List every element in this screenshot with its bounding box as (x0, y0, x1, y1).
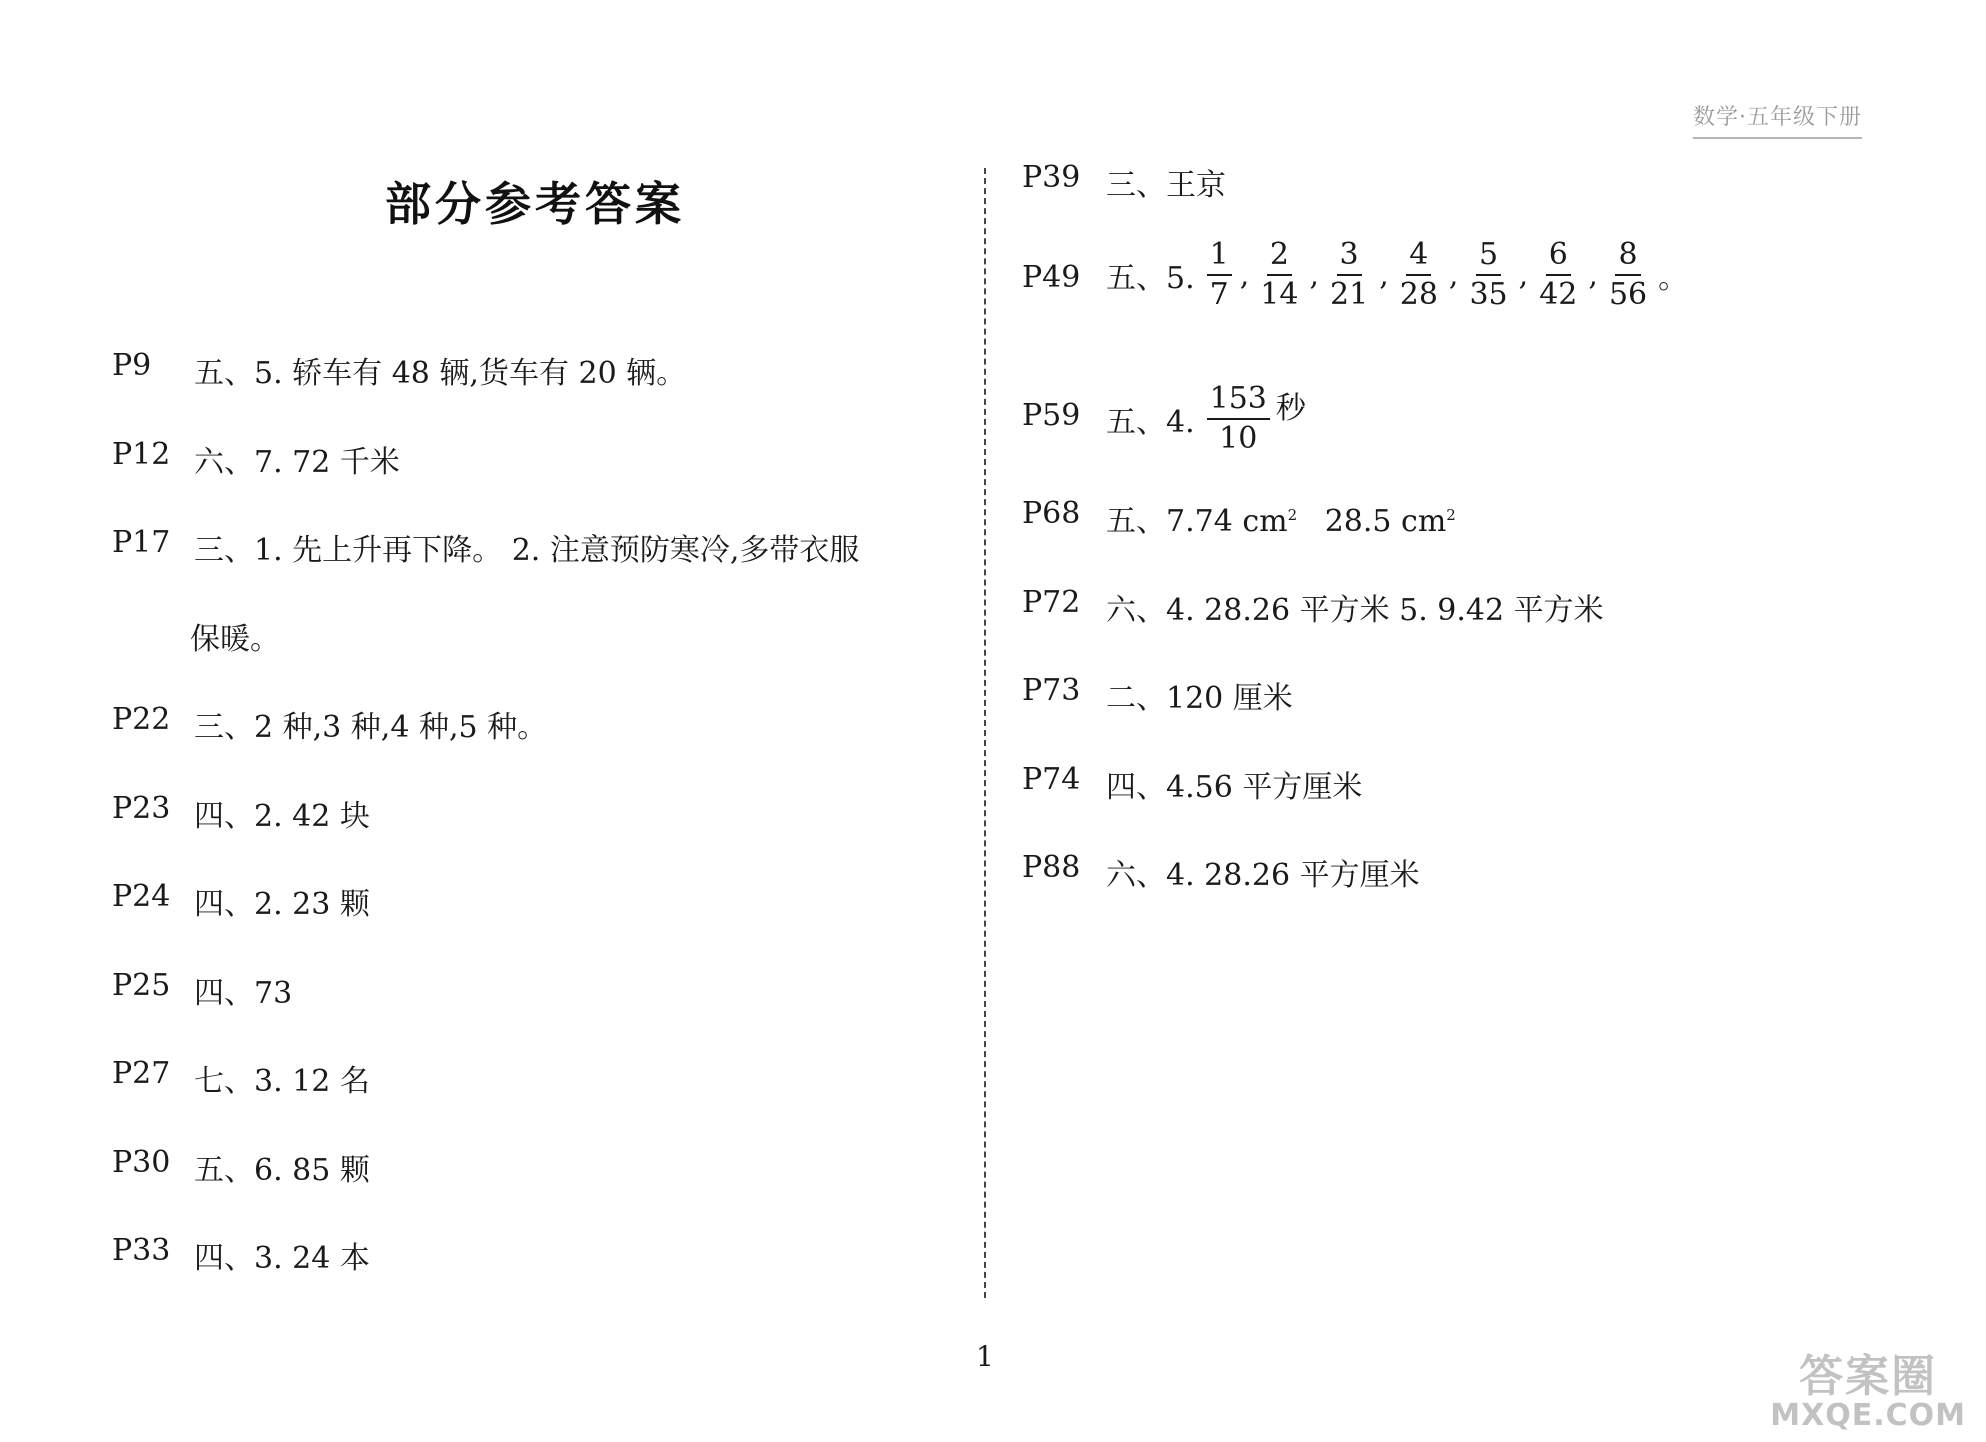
answer-text: 三、2 种,3 种,4 种,5 种。 (194, 710, 548, 745)
page-reference: P27 (112, 1056, 171, 1091)
answer-row (112, 1056, 952, 1145)
fraction-list (1106, 237, 1690, 312)
fraction-numerator: 4 (1406, 240, 1431, 276)
fraction-separator: , (1309, 257, 1319, 293)
answer-row (112, 437, 952, 526)
left-answer-column (112, 348, 952, 1322)
fraction (1466, 237, 1510, 312)
page-reference: P74 (1022, 761, 1081, 797)
answer-row (1022, 673, 1882, 762)
answer-text: 七、3. 12 名 (194, 1064, 370, 1099)
subject-header: 数学·五年级下册 (1693, 100, 1862, 139)
answer-row (1022, 496, 1882, 585)
fraction-numerator: 2 (1267, 240, 1292, 276)
answer-text: 六、4. 28.26 平方米 5. 9.42 平方米 (1106, 592, 1604, 628)
area-value-2: 28.5 cm (1324, 504, 1447, 539)
answer-text: 三、王京 (1106, 168, 1226, 203)
page-reference: P25 (112, 967, 171, 1003)
page-reference: P30 (112, 1144, 171, 1180)
answer-row (112, 348, 952, 437)
page-reference: P68 (1022, 496, 1081, 531)
answer-text: 四、2. 23 颗 (194, 887, 370, 922)
fraction-answer (1106, 381, 1306, 456)
answer-row (1022, 850, 1882, 939)
fraction (1207, 237, 1232, 312)
fraction (1606, 237, 1650, 312)
answer-text: 六、7. 72 千米 (194, 444, 400, 480)
fraction (1207, 381, 1270, 456)
answer-text: 五、5. 轿车有 48 辆,货车有 20 辆。 (194, 356, 687, 391)
area-value-1: 五、7.74 cm (1106, 504, 1288, 539)
answer-suffix: 。 (1658, 261, 1689, 296)
fraction-separator: , (1518, 257, 1529, 293)
answer-text: 三、1. 先上升再下降。 2. 注意预防寒冷,多带衣服 (194, 533, 860, 568)
answer-text (1106, 496, 1456, 540)
fraction (1327, 237, 1371, 312)
answer-row (112, 702, 952, 791)
answer-suffix: 秒 (1275, 391, 1306, 426)
fraction-separator: , (1448, 257, 1459, 293)
page-number: 1 (976, 1340, 994, 1373)
site-watermark (1770, 1351, 1966, 1433)
fraction-denominator: 56 (1608, 277, 1648, 312)
page-reference: P72 (1022, 584, 1081, 620)
answer-prefix: 五、5. (1106, 261, 1195, 296)
fraction-denominator: 7 (1209, 277, 1229, 312)
answer-row (112, 1145, 952, 1234)
page-reference: P49 (1022, 260, 1081, 295)
square-exponent: 2 (1287, 506, 1298, 524)
fraction-denominator: 14 (1260, 277, 1299, 312)
dashed-divider (984, 168, 986, 1298)
fraction-denominator: 28 (1399, 277, 1438, 312)
fraction-numerator: 1 (1207, 240, 1232, 276)
watermark-logo-text: 答案圈 (1799, 1351, 1938, 1402)
page-reference: P59 (1022, 398, 1081, 433)
fraction-answer (1106, 237, 1690, 312)
right-answer-column (1022, 160, 1882, 939)
answer-row (112, 525, 952, 702)
answer-text: 六、4. 28.26 平方厘米 (1106, 858, 1420, 893)
answer-text: 二、120 厘米 (1106, 681, 1293, 716)
page-reference: P73 (1022, 673, 1081, 708)
answer-row (1022, 381, 1882, 496)
fraction (1536, 237, 1580, 312)
page-reference: P9 (112, 348, 152, 383)
fraction-separator: , (1239, 257, 1250, 293)
fraction (1397, 237, 1441, 312)
page-reference: P39 (1022, 160, 1081, 195)
fraction (1257, 237, 1301, 312)
answer-text: 五、6. 85 颗 (194, 1152, 370, 1188)
page-reference: P33 (112, 1233, 171, 1268)
answer-row (1022, 762, 1882, 851)
answer-text: 四、4.56 平方厘米 (1106, 769, 1363, 805)
answer-prefix: 五、4. (1106, 405, 1195, 440)
fraction-separator: , (1588, 257, 1598, 293)
answer-row (1022, 585, 1882, 674)
answer-row (112, 791, 952, 880)
fraction-numerator: 5 (1476, 240, 1501, 276)
fraction-numerator: 8 (1615, 240, 1640, 276)
fraction-separator: , (1379, 257, 1389, 293)
fraction-denominator: 21 (1330, 277, 1369, 312)
page-reference: P12 (112, 436, 171, 472)
fraction-numerator: 3 (1337, 240, 1362, 276)
answer-text: 四、2. 42 块 (194, 798, 370, 834)
page-reference: P24 (112, 879, 171, 914)
page-reference: P17 (112, 525, 171, 560)
fraction-denominator: 42 (1539, 277, 1578, 312)
fraction-numerator: 6 (1546, 240, 1571, 276)
page-reference: P22 (112, 702, 171, 737)
answer-continuation: 保暖。 (190, 621, 280, 657)
page-reference: P88 (1022, 850, 1081, 885)
fraction-numerator: 153 (1207, 384, 1270, 420)
answer-text: 四、73 (194, 975, 293, 1011)
answer-row (112, 968, 952, 1057)
page-reference: P23 (112, 790, 171, 826)
answer-row (112, 879, 952, 968)
watermark-domain: MXQE.COM (1770, 1398, 1966, 1433)
answer-row (1022, 237, 1882, 384)
fraction-denominator: 35 (1469, 277, 1508, 312)
page-title: 部分参考答案 (385, 177, 685, 231)
fraction-denominator: 10 (1219, 421, 1258, 456)
answer-text: 四、3. 24 本 (194, 1241, 370, 1276)
square-exponent: 2 (1446, 506, 1456, 524)
answer-row (112, 1233, 952, 1322)
fraction-list (1106, 381, 1306, 456)
